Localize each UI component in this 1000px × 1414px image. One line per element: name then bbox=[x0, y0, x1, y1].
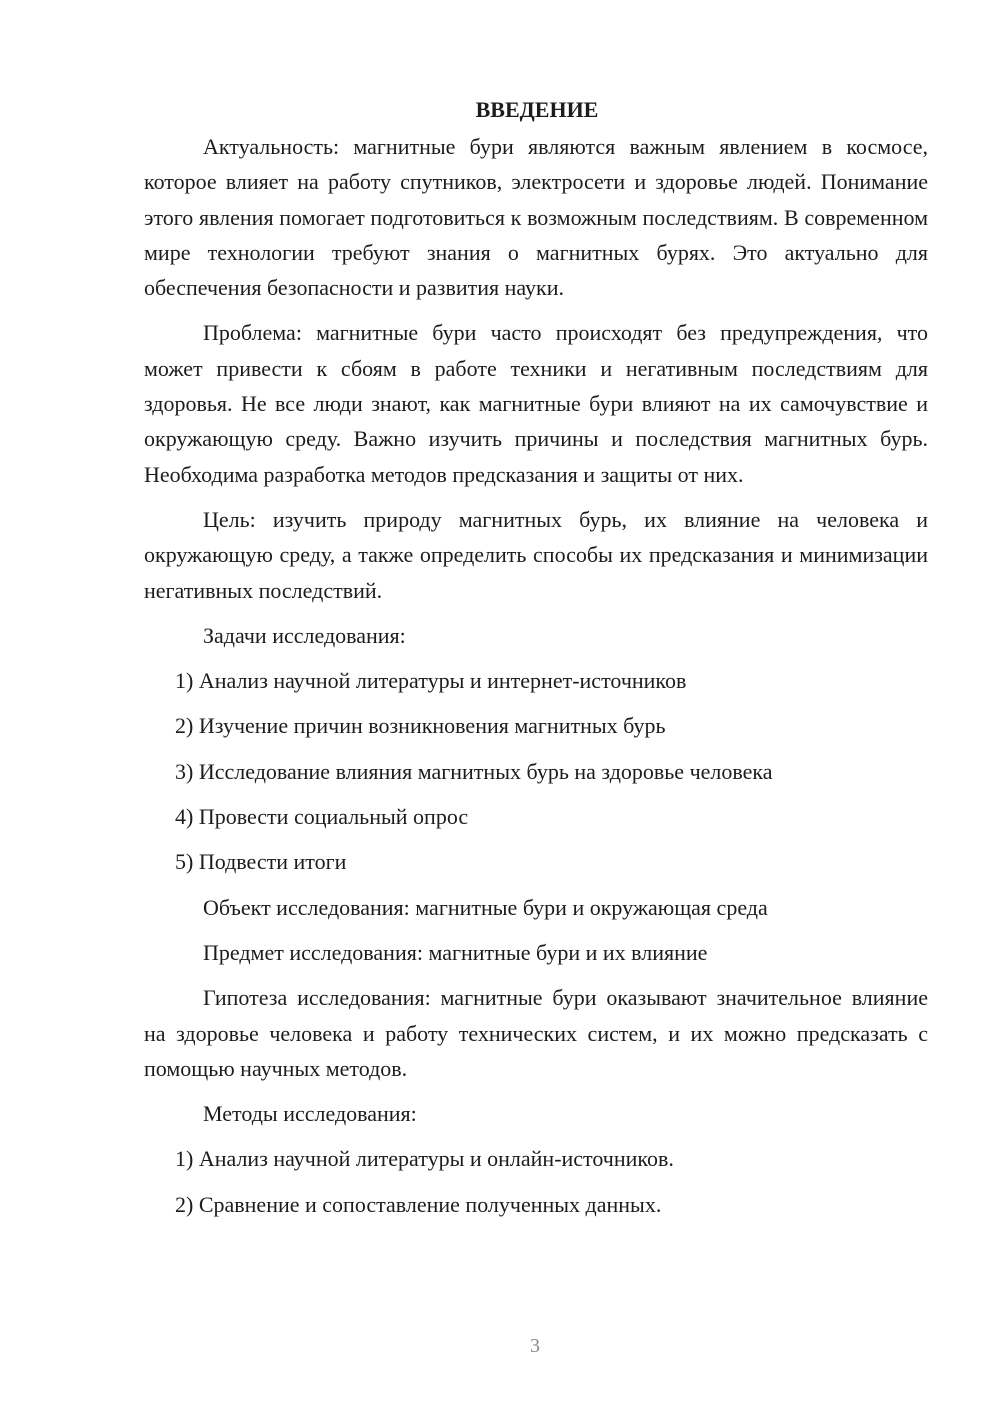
tasks-label: Задачи исследования: bbox=[203, 622, 406, 648]
method-item: 1) Анализ научной литературы и онлайн-источников. bbox=[175, 1146, 674, 1172]
task-item: 3) Исследование влияния магнитных бурь на здоровье человека bbox=[175, 758, 773, 784]
hypothesis-paragraph: Гипотеза исследования: магнитные бури оказывают значительное влияние на здоровье человека и работу технических систем, и их можно предсказать с помощью научных методов. bbox=[144, 985, 928, 1081]
subject-line: Предмет исследования: магнитные бури и их влияние bbox=[203, 939, 708, 965]
task-item: 1) Анализ научной литературы и интернет-источников bbox=[175, 668, 687, 694]
problem-paragraph: Проблема: магнитные бури часто происходят без предупреждения, что может привести к сбоям в работе техники и негативным последствиям для здоровья. Не все люди знают, как магнитные бури влияют на их самочувствие и окружающую среду. Важно изучить причины и последствия магнитных бурь. Необходима разработка методов предсказания и защиты от них. bbox=[144, 320, 928, 487]
object-line: Объект исследования: магнитные бури и окружающая среда bbox=[203, 894, 768, 920]
document-page bbox=[144, 92, 928, 1232]
goal-paragraph: Цель: изучить природу магнитных бурь, их влияние на человека и окружающую среду, а также определить способы их предсказания и минимизации негативных последствий. bbox=[144, 506, 928, 603]
methods-label: Методы исследования: bbox=[203, 1101, 417, 1127]
task-item: 5) Подвести итоги bbox=[175, 849, 347, 875]
page-title: ВВЕДЕНИЕ bbox=[475, 97, 599, 122]
page-number: 3 bbox=[530, 1335, 540, 1357]
task-item: 4) Провести социальный опрос bbox=[175, 804, 469, 830]
task-item: 2) Изучение причин возникновения магнитных бурь bbox=[175, 713, 666, 739]
relevance-paragraph: Актуальность: магнитные бури являются важным явлением в космосе, которое влияет на работу спутников, электросети и здоровье людей. Понимание этого явления помогает подготовиться к возможным последствиям. В современном мире технологии требуют знания о магнитных бурях. Это актуально для обеспечения безопасности и развития науки. bbox=[144, 134, 928, 301]
method-item: 2) Сравнение и сопоставление полученных данных. bbox=[175, 1191, 662, 1217]
